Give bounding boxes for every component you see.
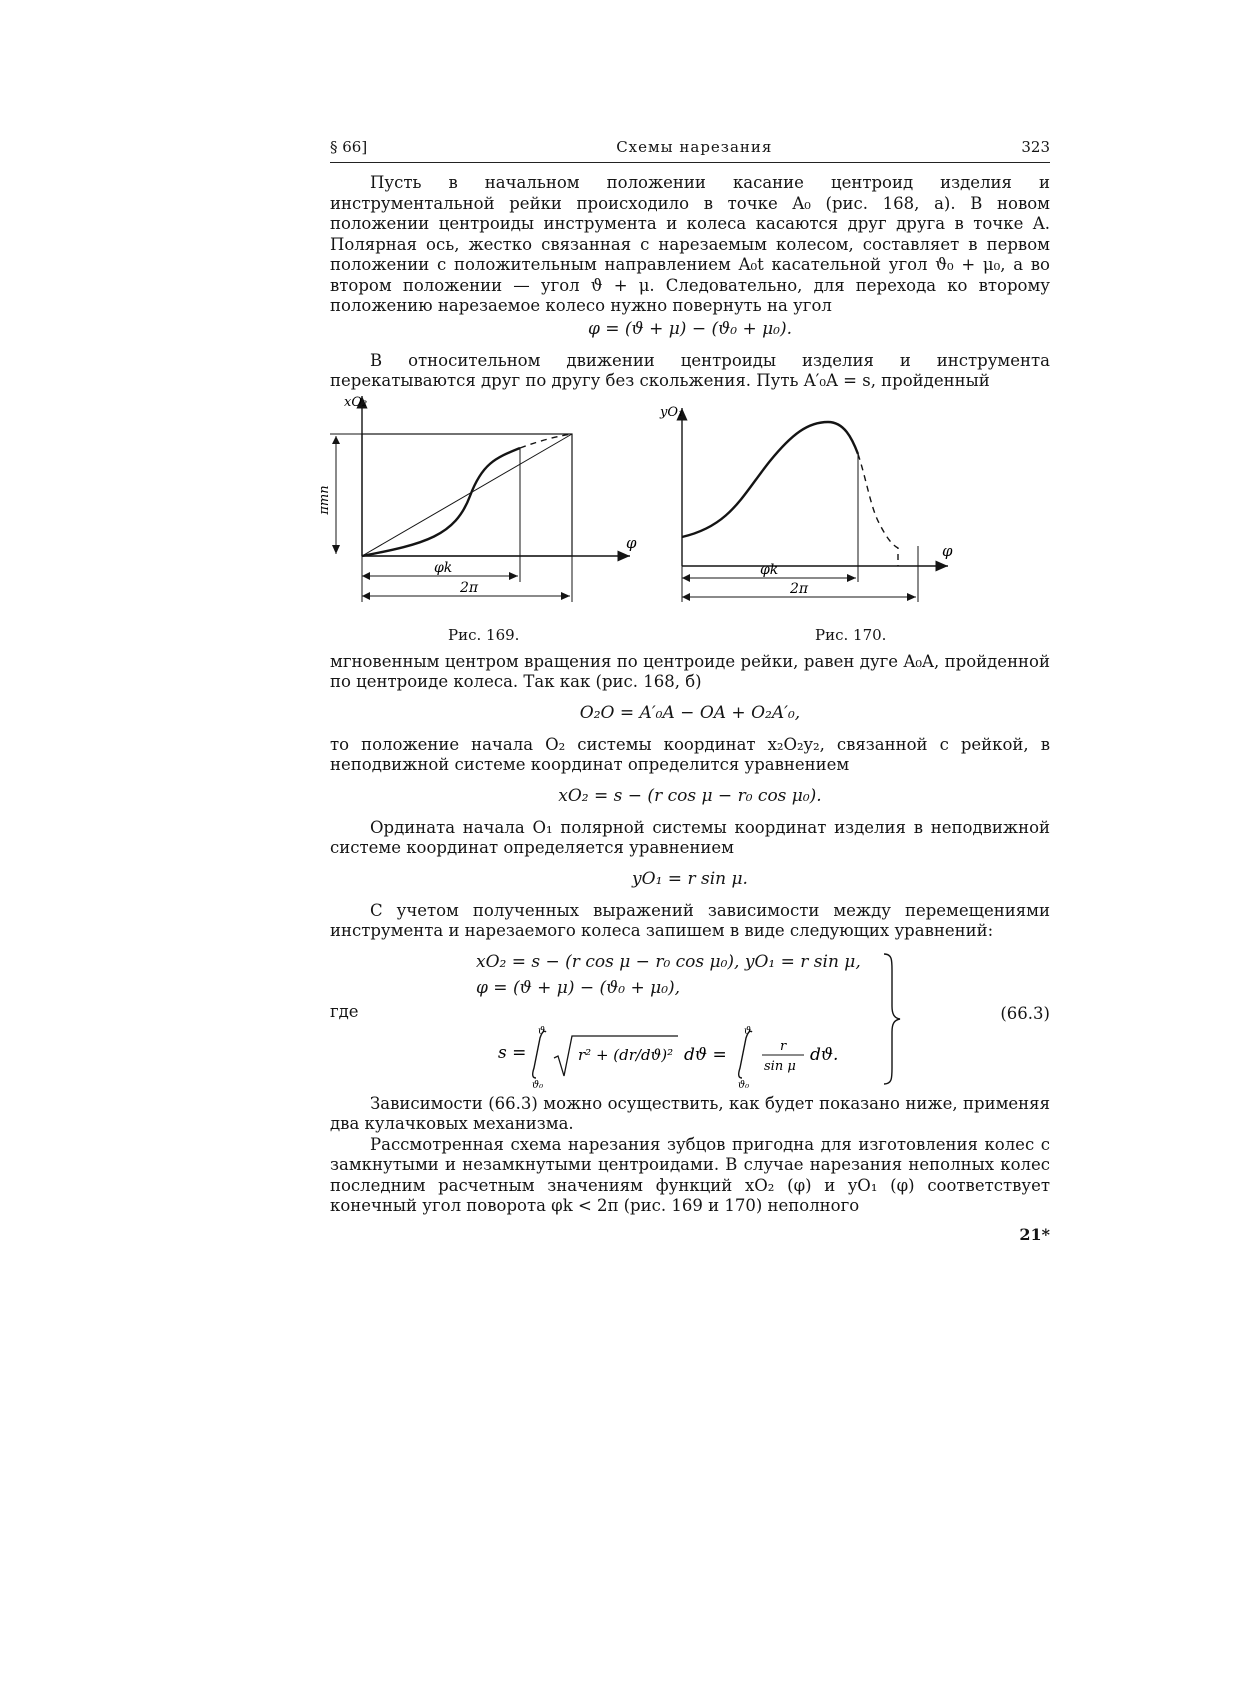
svg-text:ϑ₀: ϑ₀ [738,1079,750,1091]
svg-text:r² + (dr/dϑ)²: r² + (dr/dϑ)² [578,1045,674,1064]
equation-o2o: O₂O = A′₀A − OA + O₂A′₀, [579,702,801,723]
fig169-2pi-label: 2π [460,579,479,596]
running-header [330,138,1050,163]
integral-sign-2 [739,1031,752,1078]
svg-text:dϑ.: dϑ. [810,1044,839,1065]
fig169-curve-dashed [520,434,572,448]
paragraph-3: мгновенным центром вращения по центроиде рейки, равен дуге A₀A, пройденной по центроиде колеса. Так как (рис. 168, б) [330,651,1050,691]
fig169-diagonal [362,434,572,556]
running-title: Схемы нарезания [616,138,773,156]
paragraph-8: Рассмотренная схема нарезания зубцов пригодна для изготовления колес с замкнутыми и незамкнутыми центроидами. В случае нарезания неполных колес последним расчетным значениям функций xO₂ (φ) и yO₁ (φ) соответствует конечный угол поворота φk < 2π (рис. 169 и 170) неполного [330,1134,1050,1215]
book-page [317,138,1050,1244]
svg-text:ϑ: ϑ [538,1025,546,1037]
section-ref: § 66] [330,138,368,156]
svg-text:ϑ₀: ϑ₀ [532,1079,544,1091]
equation-number: (66.3) [1000,1003,1050,1023]
paragraph-2: В относительном движении центроиды изделия и инструмента перекатываются друг по другу без скольжения. Путь A′₀A = s, пройденный [330,350,1050,390]
svg-text:r: r [780,1038,787,1054]
right-brace [882,950,902,1088]
page-number: 323 [1021,138,1050,156]
figure-170 [659,405,953,602]
figure-169 [317,395,637,602]
fig170-2pi-label: 2π [790,580,809,597]
paragraph-1: Пусть в начальном положении касание центроид изделия и инструментальной рейки происходило в точке A₀ (рис. 168, а). В новом положении центроиды инструмента и колеса касаются друг друга в точке A. Полярная ось, жестко связанная с нарезаемым колесом, составляет в первом положении с положительным направлением A₀t касательной угол ϑ₀ + μ₀, а во втором положении — угол ϑ + μ. Следовательно, для перехода ко второму положению нарезаемое колесо нужно повернуть на угол [330,173,1050,315]
system-line-2: φ = (ϑ + μ) − (ϑ₀ + μ₀), [476,977,681,998]
system-line-3 [498,1025,878,1093]
paragraph-7: Зависимости (66.3) можно осуществить, как будет показано ниже, применяя два кулачковых механизма. [330,1093,1050,1133]
equation-xo2: xO₂ = s − (r cos μ − r₀ cos μ₀). [558,785,822,806]
svg-text:sin μ: sin μ [764,1058,796,1074]
fig169-caption: Рис. 169. [448,625,520,644]
system-line-1: xO₂ = s − (r cos μ − r₀ cos μ₀), yO₁ = r sin μ, [476,951,861,972]
equation-system-66-3 [330,950,1050,1091]
figures-169-170 [317,394,1050,646]
fig169-x-label: φ [626,533,637,552]
fig170-curve [682,422,858,537]
fig170-x-label: φ [942,541,953,560]
where-word: где [330,1001,359,1021]
equation-phi: φ = (ϑ + μ) − (ϑ₀ + μ₀). [587,318,793,339]
figures-svg [317,394,1050,646]
paragraph-4: то положение начала O₂ системы координат x₂O₂y₂, связанной с рейкой, в неподвижной системе координат определится уравнением [330,734,1050,774]
paragraph-6: С учетом полученных выражений зависимости между перемещениями инструмента и нарезаемого колеса запишем в виде следующих уравнений: [330,900,1050,940]
integral-formula [498,1025,878,1091]
signature-mark: 21* [1019,1224,1050,1244]
paragraph-5: Ордината начала O₁ полярной системы координат изделия в неподвижной системе координат определяется уравнением [330,817,1050,857]
integral-sign-1 [533,1031,546,1078]
fig169-height-label: πmn [317,484,332,515]
svg-text:ϑ: ϑ [744,1025,752,1037]
equation-yo1: yO₁ = r sin μ. [632,868,748,889]
fig169-curve [362,448,520,556]
fig169-phik-label: φk [434,559,453,576]
svg-text:s =: s = [498,1042,527,1063]
fig170-caption: Рис. 170. [815,625,887,644]
fig170-phik-label: φk [760,561,779,578]
fig169-y-label: xO₂ [344,394,368,410]
fig170-curve-dashed [858,454,898,566]
svg-text:dϑ =: dϑ = [684,1044,727,1065]
fig170-y-label: yO₁ [660,404,684,420]
